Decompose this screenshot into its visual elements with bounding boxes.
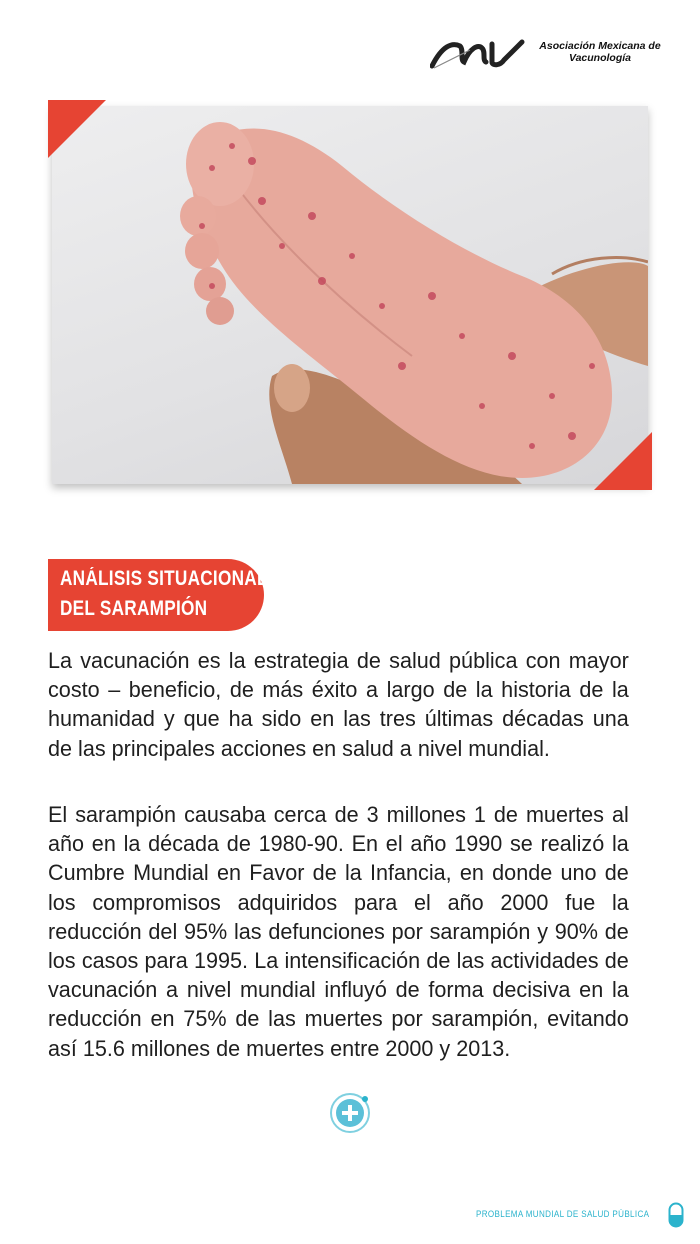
hero-image-frame [48,100,652,490]
footer-section-label: PROBLEMA MUNDIAL DE SALUD PÚBLICA [476,1209,650,1220]
organization-logo [430,36,670,76]
organization-name-line1: Asociación Mexicana de [539,40,661,52]
section-title-badge [48,559,268,631]
plus-icon[interactable] [328,1091,372,1135]
organization-name [534,40,666,64]
top-left-corner-accent [48,100,106,158]
paragraph-measles-history: El sarampión causaba cerca de 3 millones 1 de muertes al año en la década de 1980-90. En el año 1990 se realizó la Cumbre Mundial en Favor de la Infancia, en donde uno de los compromisos adquiridos para el año 2000 fue la reducción del 95% las defunciones por sarampión y 90% de los casos para 1995. La intensificación de las actividades de vacunación a nivel mundial influyó de forma decisiva en la reducción en 75% de las muertes por sarampión, evitando así 15.6 millones de muertes entre 2000 y 2013. [48,802,629,1061]
paragraph-intro: La vacunación es la estrategia de salud pública con mayor costo – beneficio, de más éxito a largo de la historia de la humanidad y que ha sido en las tres últimas décadas una de las principales acciones en salud a nivel mundial. [48,648,629,761]
amv-logo-icon [430,36,534,74]
pill-icon [668,1202,684,1228]
foot-with-measles-rash-image [52,106,648,484]
section-title-line1: ANÁLISIS SITUACIONAL [60,567,268,590]
section-title-line2: DEL SARAMPIÓN [60,597,208,620]
organization-name-line2: Vacunología [568,52,632,64]
bottom-right-corner-accent [594,432,652,490]
